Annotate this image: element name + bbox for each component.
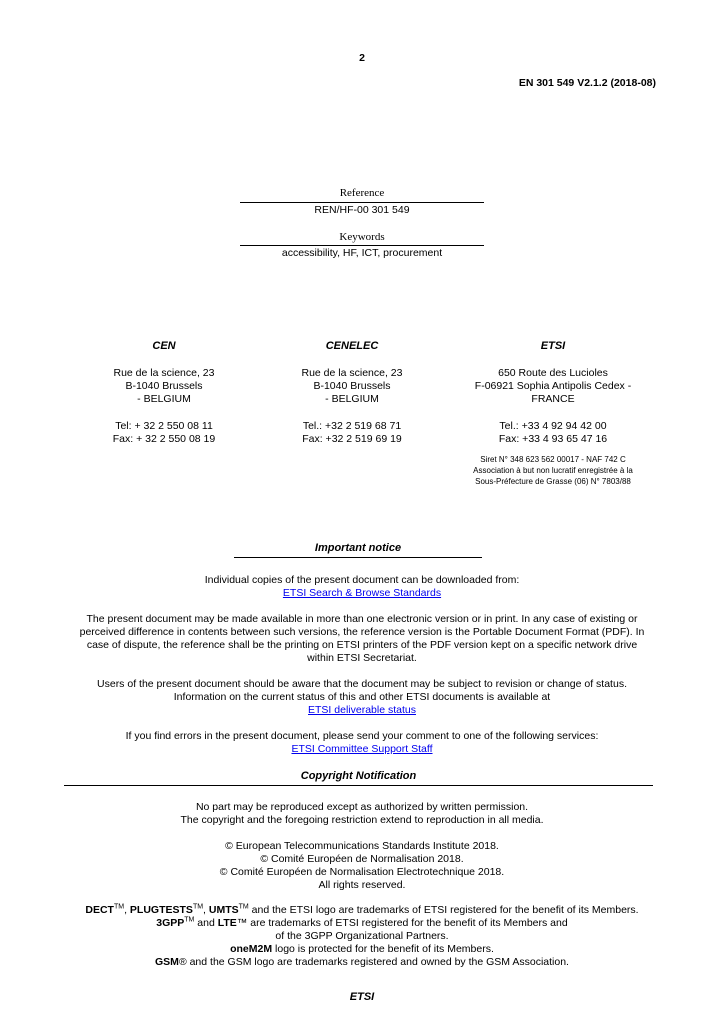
org-etsi-siret-line: Association à but non lucratif enregistrée à la [473,466,633,475]
copyright-text: © European Telecommunications Standards Institute 2018. [225,840,499,852]
org-etsi-siret [458,454,648,487]
tm-mark: TM [184,916,195,924]
notice-text: case of dispute, the reference shall be the printing on ETSI printers of the PDF version kept on a specific network drive [86,639,638,651]
trademark-lte: LTE [217,917,237,929]
trademark-text: logo is protected for the benefit of its Members. [272,943,494,955]
org-etsi-tel: Tel.: +33 4 92 94 42 00 [499,420,607,432]
trademark-line [40,904,684,917]
important-notice-rule [234,557,482,558]
notice-text: If you find errors in the present document, please send your comment to one of the following services: [125,730,599,742]
page-number: 2 [359,52,365,64]
separator: , [124,904,130,916]
trademarks-block [40,904,684,969]
separator: , [203,904,209,916]
org-cenelec-address: B-1040 Brussels [313,380,391,392]
org-etsi-name: ETSI [540,340,566,352]
notice-paragraph-download [40,574,684,600]
notice-paragraph-status [40,678,684,717]
notice-text: Individual copies of the present document can be downloaded from: [204,574,520,586]
trademark-onem2m: oneM2M [230,943,273,955]
org-cen-tel: Tel: + 32 2 550 08 11 [115,420,213,432]
document-id: EN 301 549 V2.1.2 (2018-08) [518,77,656,89]
org-cenelec [276,340,428,446]
notice-text: Information on the current status of this and other ETSI documents is available at [173,691,551,703]
tm-mark: TM [238,903,249,911]
important-notice-title: Important notice [314,542,402,554]
etsi-deliverable-status-link[interactable]: ETSI deliverable status [308,704,416,716]
reference-value: REN/HF-00 301 549 [314,204,410,216]
trademark-plugtests: PLUGTESTS [129,904,193,916]
org-etsi [458,340,648,487]
org-cen-address: - BELGIUM [137,393,191,405]
org-etsi-address: FRANCE [531,393,575,405]
org-etsi-siret-line: Sous-Préfecture de Grasse (06) N° 7803/88 [475,477,631,486]
org-cenelec-address: - BELGIUM [325,393,379,405]
notice-paragraph-errors [40,730,684,756]
org-cenelec-name: CENELEC [325,340,379,352]
trademark-text: and the ETSI logo are trademarks of ETSI registered for the benefit of its Members. [248,904,639,916]
copyright-text: The copyright and the foregoing restriction extend to reproduction in all media. [180,814,544,826]
notice-text: perceived difference in contents between such versions, the reference version is the Portable Document Format (PDF). In [79,626,645,638]
notice-text: Users of the present document should be aware that the document may be subject to revision or change of status. [97,678,627,690]
copyright-text: All rights reserved. [318,879,406,891]
keywords-label: Keywords [339,231,385,243]
trademark-line [40,943,684,956]
trademark-text: ™ are trademarks of ETSI registered for the benefit of its Members and [236,917,568,929]
org-etsi-address: 650 Route des Lucioles [498,367,608,379]
copyright-title: Copyright Notification [300,770,417,782]
trademark-line [40,917,684,930]
org-cen [88,340,240,446]
trademark-line [40,956,684,969]
keywords-rule [240,245,484,246]
tm-mark: TM [192,903,204,911]
org-cen-address: Rue de la science, 23 [113,367,215,379]
reference-label: Reference [339,187,385,199]
org-cen-address: B-1040 Brussels [125,380,203,392]
copyright-text: © Comité Européen de Normalisation 2018. [260,853,464,865]
trademark-gsm: GSM [155,956,179,968]
copyright-text: © Comité Européen de Normalisation Electrotechnique 2018. [219,866,505,878]
tm-mark: TM [113,903,125,911]
trademark-dect: DECT [85,904,114,916]
org-etsi-fax: Fax: +33 4 93 65 47 16 [498,433,608,445]
org-cenelec-fax: Fax: +32 2 519 69 19 [302,433,402,445]
trademark-text: ® and the GSM logo are trademarks registered and owned by the GSM Association. [178,956,569,968]
etsi-committee-support-link[interactable]: ETSI Committee Support Staff [291,743,433,755]
org-cen-fax: Fax: + 32 2 550 08 19 [112,433,216,445]
copyright-text: No part may be reproduced except as authorized by written permission. [195,801,529,813]
trademark-line: of the 3GPP Organizational Partners. [275,930,449,942]
org-etsi-siret-line: Siret N° 348 623 562 00017 - NAF 742 C [480,455,626,464]
reference-rule [240,202,484,203]
org-cenelec-address: Rue de la science, 23 [301,367,403,379]
org-cen-name: CEN [152,340,176,352]
copyright-rule [64,785,653,786]
etsi-search-browse-link[interactable]: ETSI Search & Browse Standards [282,587,442,599]
notice-paragraph-versions [40,613,684,665]
notice-text: The present document may be made available in more than one electronic version or in print. In any case of existing or [86,613,638,625]
trademark-3gpp: 3GPP [156,917,185,929]
conjunction: and [194,917,218,929]
org-etsi-address: F-06921 Sophia Antipolis Cedex - [474,380,632,392]
org-cenelec-tel: Tel.: +32 2 519 68 71 [302,420,402,432]
footer-etsi: ETSI [349,991,375,1003]
copyright-block [40,801,684,892]
notice-text: within ETSI Secretariat. [307,652,417,664]
keywords-value: accessibility, HF, ICT, procurement [281,247,443,259]
trademark-umts: UMTS [208,904,239,916]
